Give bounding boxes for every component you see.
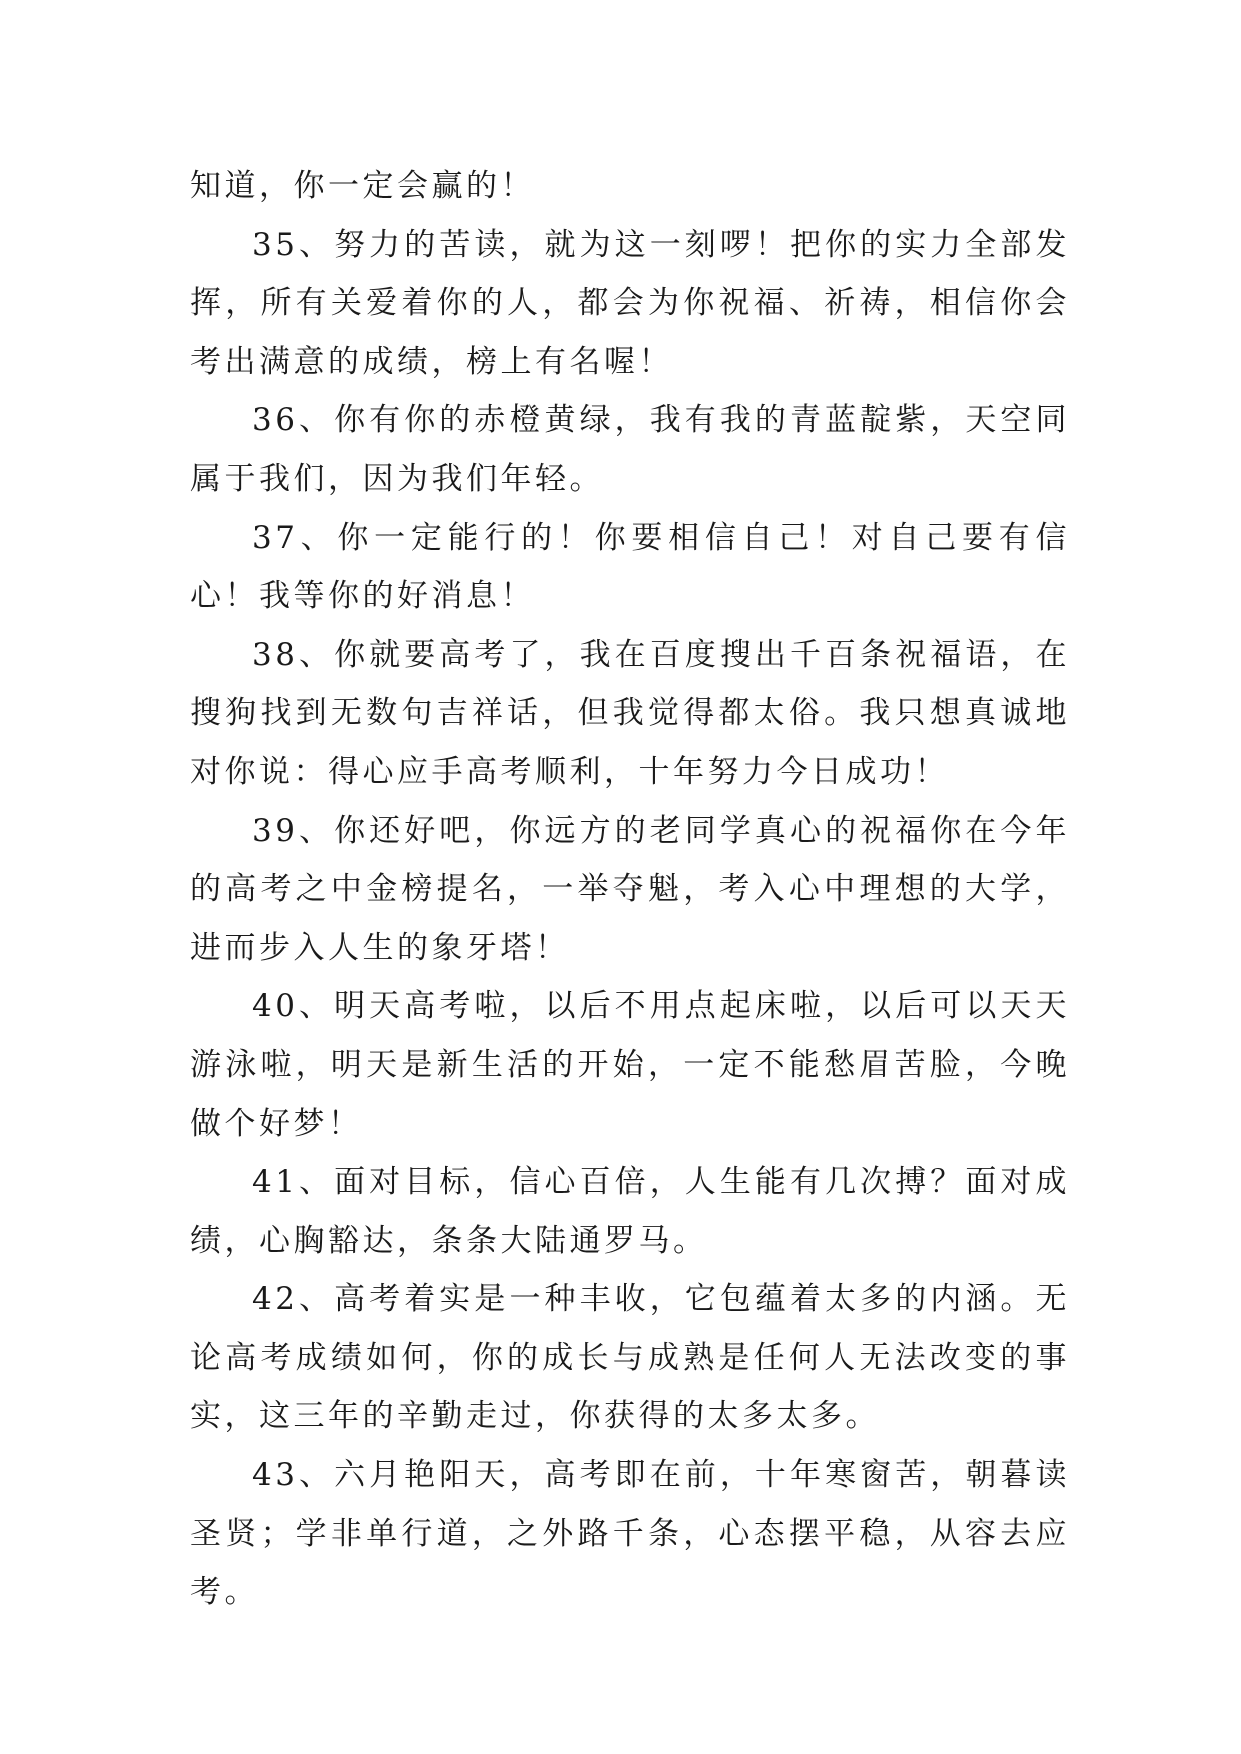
paragraph-42: 42、高考着实是一种丰收，它包蕴着太多的内涵。无论高考成绩如何，你的成长与成熟是任何人无法改变的事实，这三年的辛勤走过，你获得的太多太多。: [190, 1281, 1070, 1435]
paragraph-39: 39、你还好吧，你远方的老同学真心的祝福你在今年的高考之中金榜提名，一举夺魁，考入心中理想的大学，进而步入人生的象牙塔！: [190, 812, 1070, 966]
paragraph-continuation: 知道，你一定会赢的！: [190, 168, 535, 204]
paragraph-35: 35、努力的苦读，就为这一刻啰！把你的实力全部发挥，所有关爱着你的人，都会为你祝福、祈祷，相信你会考出满意的成绩，榜上有名喔！: [190, 226, 1070, 380]
paragraph-41: 41、面对目标，信心百倍，人生能有几次搏？面对成绩，心胸豁达，条条大陆通罗马。: [190, 1164, 1070, 1259]
paragraph-38: 38、你就要高考了，我在百度搜出千百条祝福语，在搜狗找到无数句吉祥话，但我觉得都太俗。我只想真诚地对你说：得心应手高考顺利，十年努力今日成功！: [190, 636, 1070, 790]
document-body: [190, 157, 1070, 1622]
paragraph-37: 37、你一定能行的！你要相信自己！对自己要有信心！我等你的好消息！: [190, 519, 1070, 615]
paragraph-36: 36、你有你的赤橙黄绿，我有我的青蓝靛紫，天空同属于我们，因为我们年轻。: [190, 402, 1070, 497]
paragraph-43: 43、六月艳阳天，高考即在前，十年寒窗苦，朝暮读圣贤；学非单行道，之外路千条，心态摆平稳，从容去应考。: [190, 1457, 1070, 1611]
paragraph-40: 40、明天高考啦，以后不用点起床啦，以后可以天天游泳啦，明天是新生活的开始，一定不能愁眉苦脸，今晚做个好梦！: [190, 988, 1070, 1142]
